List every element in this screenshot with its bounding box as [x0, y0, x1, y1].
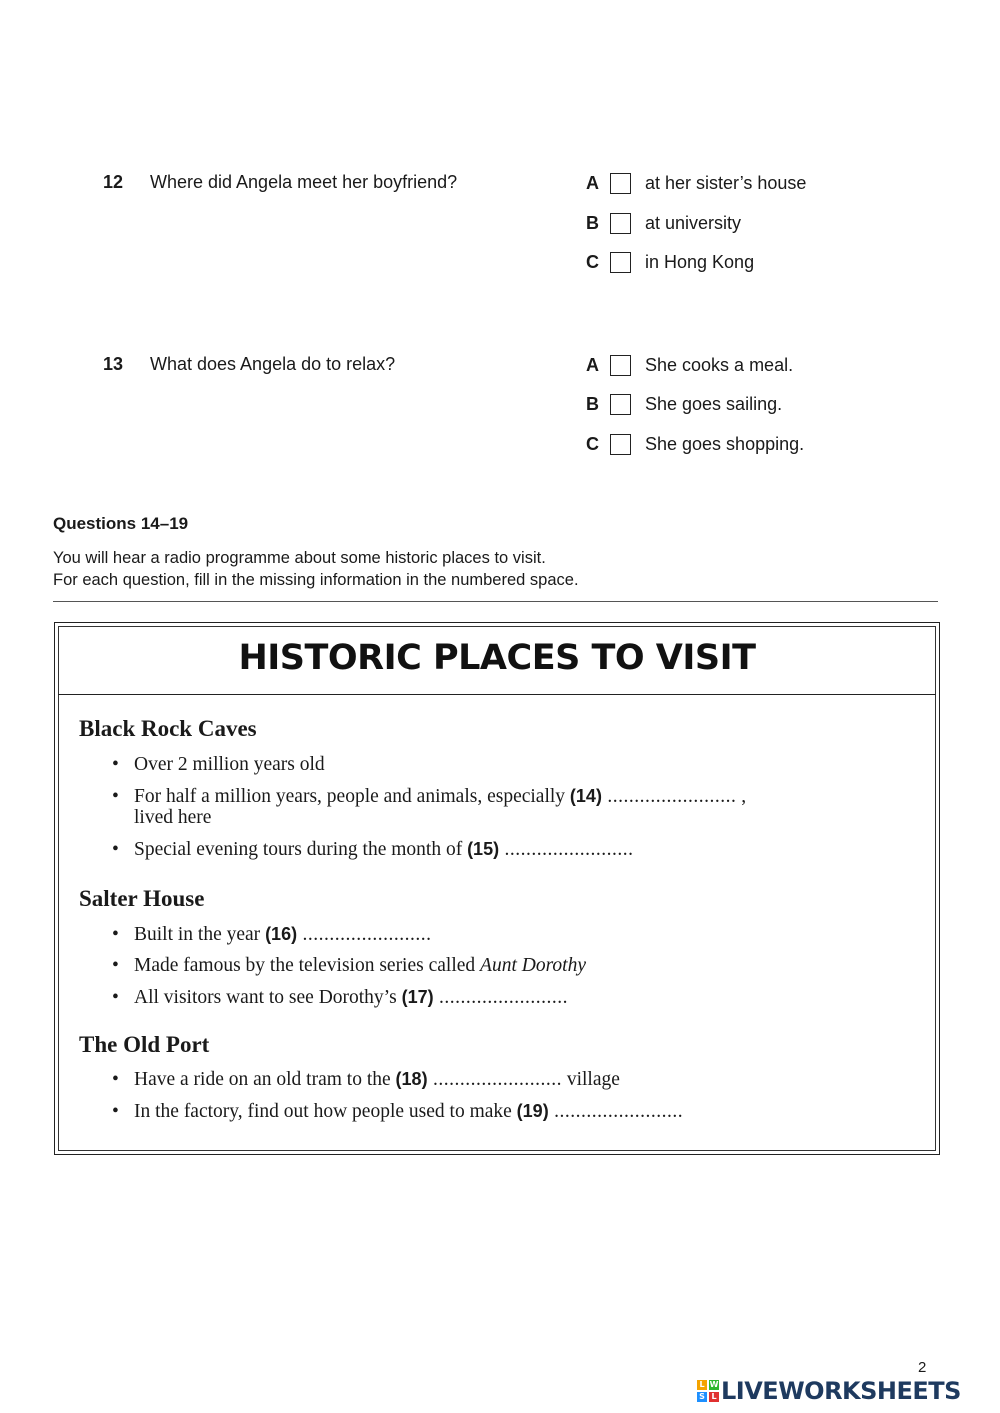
logo-tile: L	[709, 1392, 719, 1402]
answer-blank-18[interactable]: ........................	[427, 1069, 562, 1090]
notes-box-title: HISTORIC PLACES TO VISIT	[238, 638, 756, 678]
place-title-salter-house: Salter House	[79, 886, 205, 911]
text: Built in the year	[134, 924, 266, 945]
q12-option-c[interactable]	[586, 249, 754, 275]
option-checkbox[interactable]	[610, 434, 631, 455]
question-number: 12	[103, 172, 124, 192]
bullet-text	[134, 955, 904, 976]
option-letter: B	[586, 393, 599, 414]
instruction-line-1: You will hear a radio programme about some historic places to visit.	[53, 549, 546, 567]
option-checkbox[interactable]	[610, 252, 631, 273]
bullet-text	[134, 839, 904, 860]
q12-option-a[interactable]	[586, 170, 806, 196]
text: All visitors want to see Dorothy’s	[134, 987, 402, 1008]
section-divider	[53, 601, 938, 602]
question-number-18: (18)	[395, 1069, 428, 1089]
series-title: Aunt Dorothy	[480, 955, 587, 976]
question-number-15: (15)	[467, 839, 500, 859]
option-letter: C	[586, 433, 599, 454]
text: Made famous by the television series called	[134, 955, 481, 976]
option-letter: A	[586, 354, 599, 375]
logo-tile: S	[697, 1392, 707, 1402]
q12-option-b[interactable]	[586, 210, 741, 236]
section-heading: Questions 14–19	[53, 514, 189, 533]
bullet-text	[134, 1069, 904, 1090]
question-number: 13	[103, 354, 124, 374]
answer-blank-19[interactable]: ........................	[548, 1101, 684, 1122]
option-text: She goes sailing.	[645, 393, 783, 414]
option-text: at her sister’s house	[645, 172, 807, 193]
liveworksheets-logo-icon	[697, 1380, 719, 1402]
bullet-dot: •	[112, 1101, 119, 1122]
option-text: in Hong Kong	[645, 251, 755, 272]
place-title-old-port: The Old Port	[79, 1032, 210, 1057]
option-checkbox[interactable]	[610, 394, 631, 415]
question-number-17: (17)	[401, 987, 434, 1007]
text: In the factory, find out how people used to make	[134, 1101, 517, 1122]
question-number-19: (19)	[516, 1101, 549, 1121]
logo-tile: L	[697, 1380, 707, 1390]
instruction-line-2: For each question, fill in the missing information in the numbered space.	[53, 571, 579, 589]
logo-tile: W	[709, 1380, 719, 1389]
bullet-text	[134, 1101, 904, 1122]
q13-option-a[interactable]	[586, 352, 793, 378]
bullet-dot: •	[112, 924, 119, 945]
option-checkbox[interactable]	[610, 355, 631, 376]
text: village	[561, 1069, 620, 1090]
bullet-text	[134, 987, 904, 1008]
option-checkbox[interactable]	[610, 213, 631, 234]
option-text: She goes shopping.	[645, 433, 805, 454]
text: ,	[736, 786, 747, 807]
bullet-text	[134, 924, 904, 945]
place-title-black-rock-caves: Black Rock Caves	[79, 716, 257, 741]
brand-name: LIVEWORKSHEETS	[721, 1377, 961, 1405]
q13-option-b[interactable]	[586, 391, 782, 417]
page-number: 2	[918, 1359, 927, 1376]
option-letter: C	[586, 251, 599, 272]
text: lived here	[134, 807, 212, 828]
answer-blank-14[interactable]: ........................	[601, 786, 737, 807]
option-text: at university	[645, 212, 742, 233]
answer-blank-16[interactable]: ........................	[297, 924, 432, 945]
q13-option-c[interactable]	[586, 431, 804, 457]
answer-blank-17[interactable]: ........................	[433, 987, 568, 1008]
text: Have a ride on an old tram to the	[134, 1069, 396, 1090]
option-letter: B	[586, 212, 599, 233]
option-text: She cooks a meal.	[645, 354, 794, 375]
bullet-dot: •	[112, 754, 119, 775]
question-text: Where did Angela meet her boyfriend?	[150, 172, 458, 192]
question-number-16: (16)	[265, 924, 298, 944]
bullet-dot: •	[112, 987, 119, 1008]
liveworksheets-logo[interactable]	[697, 1377, 961, 1405]
bullet-text	[134, 786, 904, 828]
bullet-dot: •	[112, 1069, 119, 1090]
option-letter: A	[586, 172, 599, 193]
bullet-text: Over 2 million years old	[134, 754, 325, 775]
bullet-dot: •	[112, 786, 119, 807]
question-number-14: (14)	[569, 786, 602, 806]
option-checkbox[interactable]	[610, 173, 631, 194]
text: Special evening tours during the month of	[134, 839, 468, 860]
title-divider	[58, 694, 936, 695]
answer-blank-15[interactable]: ........................	[499, 839, 634, 860]
text: For half a million years, people and animals, especially	[134, 786, 570, 807]
bullet-dot: •	[112, 839, 119, 860]
bullet-dot: •	[112, 955, 119, 976]
question-text: What does Angela do to relax?	[150, 354, 396, 374]
